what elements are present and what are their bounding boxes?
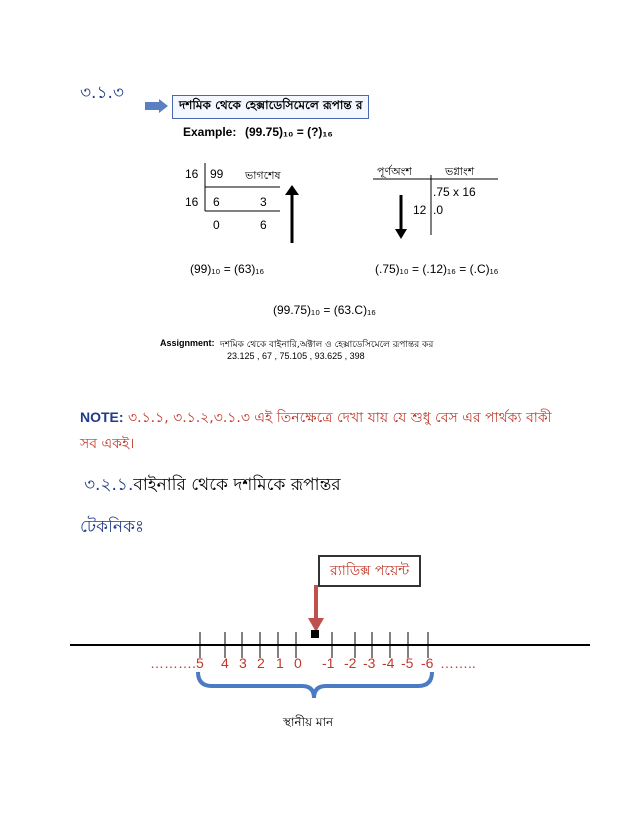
equation-final: (99.75)₁₀ = (63.C)₁₆ [273,303,376,317]
note-refs: ৩.১.১, ৩.১.২,৩.১.৩ [128,410,250,426]
up-arrow-icon [283,185,301,245]
right-arrow-icon [145,98,169,117]
technique-label: টেকনিকঃ [80,517,145,537]
left-ellipsis: ………. [150,655,196,671]
left-table-h2: ভাগশেষ [245,170,281,182]
digit-neg1: -1 [322,655,335,671]
down-arrow-icon [393,195,409,240]
digit-5: 5 [196,655,204,671]
place-value-label: স্থানীয় মান [283,715,334,729]
equation-left: (99)₁₀ = (63)₁₆ [190,262,265,276]
section-heading [84,472,341,500]
example-expression: (99.75)₁₀ = (?)₁₆ [245,125,333,139]
note-text-end: একই। [101,436,135,452]
digit-neg4: -4 [382,655,395,671]
right-table-header-right: ভগ্নাংশ [445,165,475,178]
left-table-h1: 99 [210,167,224,181]
section-number-top: ৩.১.৩ [80,83,124,103]
digit-4: 4 [221,655,229,671]
note-label: NOTE: [80,409,124,425]
digit-1: 1 [276,655,284,671]
digit-0: 0 [294,655,302,671]
radix-point-marker [311,630,319,638]
note-paragraph [80,404,570,457]
digit-neg6: -6 [421,655,434,671]
section-heading-number: ৩.২.১. [84,475,134,495]
right-table-frac: .0 [433,203,444,217]
assignment-label: Assignment: [160,338,215,348]
radix-arrow-head [308,618,324,632]
conversion-figure [145,95,545,385]
left-table-lines [180,163,285,238]
radix-point-label: র‍্যাডিক্স পয়েন্ট [318,555,421,587]
assignment-text: দশমিক থেকে বাইনারি,অক্টাল ও হেক্সাডেসিমেলে রূপান্তর কর [220,340,434,350]
left-table-h0: 16 [185,167,199,181]
right-table-line1: .75 x 16 [433,185,476,199]
example-prefix: Example: [183,125,237,139]
digit-neg3: -3 [363,655,376,671]
note-text: এই তিনক্ষেত্রে দেখা যায় যে শুধু বেস এর পার্থক্য বাকী সব [80,410,552,452]
left-table-r2c1: 0 [213,218,220,232]
right-table-header-left: পূর্ণঅংশ [377,165,412,178]
figure-banner: দশমিক থেকে হেক্সাডেসিমেলে রূপান্ত র [172,95,369,119]
right-ellipsis: …….. [440,655,476,671]
assignment-values: 23.125 , 67 , 75.105 , 93.625 , 398 [227,351,365,361]
equation-right: (.75)₁₀ = (.12)₁₆ = (.C)₁₆ [375,262,499,276]
left-table-r1c2: 3 [260,195,267,209]
digit-3: 3 [239,655,247,671]
left-table-r1c1: 6 [213,195,220,209]
digit-neg2: -2 [344,655,357,671]
place-value-bracket [198,672,432,698]
left-table-r1c0: 16 [185,195,199,209]
section-heading-title: বাইনারি থেকে দশমিকে রূপান্তর [133,475,341,495]
left-table-r2c2: 6 [260,218,267,232]
digit-neg5: -5 [401,655,414,671]
digit-2: 2 [257,655,265,671]
right-table-whole: 12 [413,203,427,217]
